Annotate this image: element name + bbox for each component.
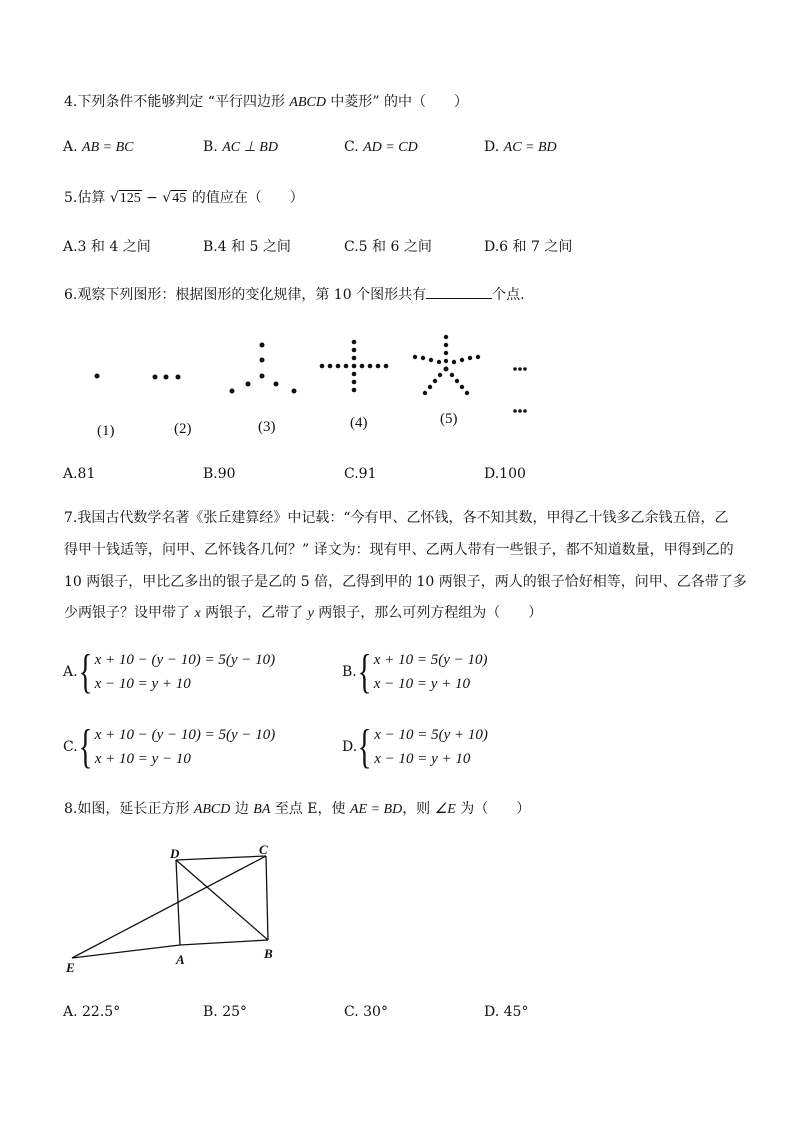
dot [523, 409, 527, 413]
dot [153, 375, 158, 380]
dot [444, 367, 449, 372]
dot [352, 372, 357, 377]
dot [476, 355, 480, 359]
dot [513, 409, 517, 413]
dot [444, 335, 448, 339]
segment-cb [266, 856, 268, 940]
sqrt-icon: √ [109, 190, 119, 206]
dot [352, 356, 357, 361]
dot [460, 385, 464, 389]
q5-option-b[interactable]: B.4 和 5 之间 [203, 239, 291, 255]
dot [513, 367, 517, 371]
dot [518, 367, 522, 371]
dot-pattern-figure [60, 325, 560, 450]
q5-option-a[interactable]: A.3 和 4 之间 [63, 239, 151, 255]
dot [376, 364, 381, 369]
q5-root1: 125 [119, 191, 141, 206]
dot [336, 364, 341, 369]
dot [260, 358, 265, 363]
dot [176, 375, 181, 380]
dot [352, 388, 357, 393]
diagonal-db [176, 860, 268, 940]
dot [246, 382, 251, 387]
q6-option-b[interactable]: B.90 [203, 466, 236, 482]
dot [468, 356, 472, 360]
dot [444, 351, 448, 355]
q4-stem [64, 92, 468, 113]
dot [438, 373, 442, 377]
segment-ba [180, 940, 268, 945]
figure-label: (4) [350, 415, 368, 431]
q6-option-c[interactable]: C.91 [344, 466, 377, 482]
brace-icon: { [357, 720, 372, 773]
segment-ec [72, 856, 266, 958]
figure-label: (5) [440, 411, 458, 427]
dot [421, 356, 425, 360]
brace-icon: { [78, 645, 92, 698]
figure-label: (1) [97, 423, 115, 439]
point-label-c: C [259, 842, 268, 857]
q6-option-a[interactable]: A.81 [63, 466, 96, 482]
brace-icon: { [78, 720, 93, 773]
dot [230, 389, 235, 394]
geometry-figure [62, 842, 292, 982]
dot [320, 364, 325, 369]
q7-option-c[interactable]: C. { x + 10 − (y − 10) = 5(y − 10) x + 10 = y − 10 [63, 720, 276, 773]
q8-option-c[interactable]: C. 30° [344, 1004, 388, 1020]
point-label-a: A [176, 952, 185, 967]
dot [437, 360, 441, 364]
q7-option-b[interactable]: B. { x + 10 = 5(y − 10) x − 10 = y + 10 [342, 645, 488, 698]
dot [260, 343, 265, 348]
dot [455, 379, 459, 383]
q4-option-b[interactable]: B. AC ⊥ BD [203, 139, 278, 155]
q4-option-a[interactable]: A. AB = BC [63, 139, 134, 155]
point-label-d: D [170, 846, 180, 861]
q4-option-d[interactable]: D. AC = BD [484, 139, 557, 155]
figure-label: (2) [174, 421, 192, 437]
q7-option-d[interactable]: D. { x − 10 = 5(y + 10) x − 10 = y + 10 [342, 720, 488, 773]
dot [292, 389, 297, 394]
dot [328, 364, 333, 369]
q4-stem-text: 4.下列条件不能够判定 “平行四边形 [64, 94, 290, 110]
dot [352, 364, 357, 369]
q4-option-c[interactable]: C. AD = CD [344, 139, 418, 155]
q8-option-d[interactable]: D. 45° [484, 1004, 529, 1020]
dot [413, 355, 417, 359]
segment-ea [72, 945, 180, 958]
segment-dc [176, 856, 266, 860]
q5-stem: 5.估算 √125 − √45 的值应在（ ） [64, 190, 304, 206]
q7-line-3: 10 两银子，甲比乙多出的银子是乙的 5 倍，乙得到甲的 10 两银子，两人的银子恰好相等，问甲、乙各带了多 [64, 574, 747, 590]
dot [444, 359, 448, 363]
q5-option-d[interactable]: D.6 和 7 之间 [484, 239, 573, 255]
answer-blank[interactable] [426, 284, 492, 299]
q6-stem: 6.观察下列图形：根据图形的变化规律，第 10 个图形共有 个点. [64, 284, 525, 305]
dot [368, 364, 373, 369]
brace-icon: { [357, 645, 372, 698]
point-label-b: B [264, 946, 273, 961]
dot [274, 382, 279, 387]
q5-root2: 45 [172, 191, 187, 206]
q4-stem-tail: 中菱形” 的中（ ） [325, 94, 469, 110]
dot [352, 340, 357, 345]
q8-option-a[interactable]: A. 22.5° [63, 1004, 121, 1020]
dot [444, 343, 448, 347]
dot [452, 360, 456, 364]
sqrt-icon: √ [162, 190, 172, 206]
dot [450, 373, 454, 377]
q7-option-a[interactable]: A. { x + 10 − (y − 10) = 5(y − 10) x − 10 = y + 10 [63, 645, 276, 698]
dot [518, 409, 522, 413]
q5-option-c[interactable]: C.5 和 6 之间 [344, 239, 432, 255]
dot [465, 391, 469, 395]
q7-line-2: 得甲十钱适等，问甲、乙怀钱各几何？” 译文为：现有甲、乙两人带有一些银子，都不知道数量，甲得到乙的 [64, 542, 734, 558]
dot [433, 379, 437, 383]
dot [523, 367, 527, 371]
dot [460, 358, 464, 362]
dot [423, 391, 427, 395]
dot [360, 364, 365, 369]
q8-stem: 8.如图，延长正方形 ABCD 边 BA 至点 E，使 AE = BD，则 ∠E 为（ ） [64, 801, 531, 817]
dot [164, 375, 169, 380]
point-label-e: E [66, 960, 75, 975]
q7-line-1: 7.我国古代数学名著《张丘建算经》中记载：“今有甲、乙怀钱，各不知其数，甲得乙十钱多乙余钱五倍，乙 [64, 510, 729, 526]
dot [429, 358, 433, 362]
dot [95, 374, 100, 379]
q4-stem-abcd: ABCD [289, 95, 326, 110]
dot [344, 364, 349, 369]
q7-line-4: 少两银子？设甲带了 x 两银子，乙带了 y 两银子，那么可列方程组为（ ） [64, 605, 543, 621]
dot [384, 364, 389, 369]
dot [352, 348, 357, 353]
dot [260, 374, 265, 379]
q6-option-d[interactable]: D.100 [484, 466, 526, 482]
figure-label: (3) [258, 419, 276, 435]
dot [428, 385, 432, 389]
dot [352, 380, 357, 385]
q8-option-b[interactable]: B. 25° [203, 1004, 248, 1020]
